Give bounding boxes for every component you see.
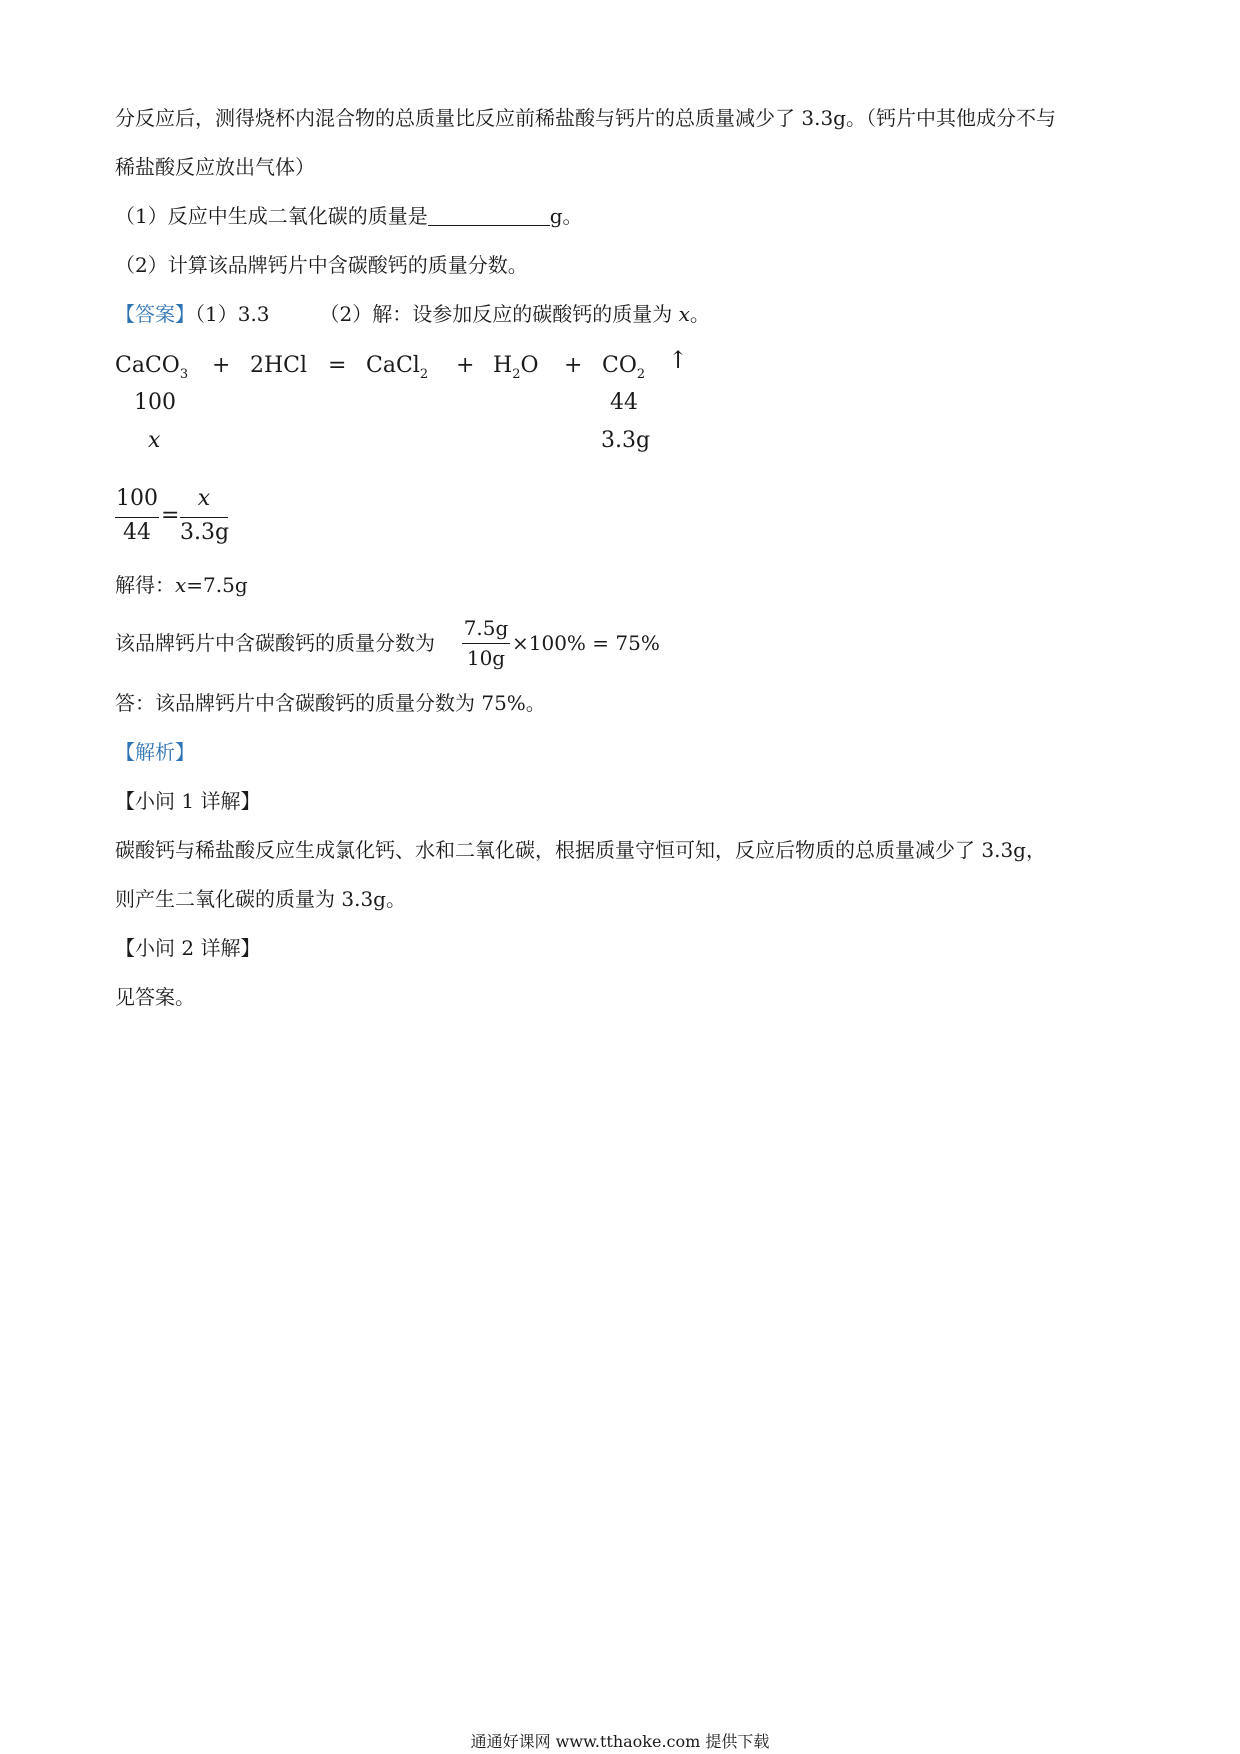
answer-line xyxy=(115,300,710,328)
question-1-text: （1）反应中生成二氧化碳的质量是 xyxy=(115,204,428,228)
fraction-denominator: 44 xyxy=(123,520,151,545)
fraction-numerator: x xyxy=(197,486,211,511)
conclusion: 答：该品牌钙片中含碳酸钙的质量分数为 75%。 xyxy=(115,691,546,715)
sub-question-1-title: 【小问 1 详解】 xyxy=(115,789,261,813)
molar-mass-co2: 44 xyxy=(610,390,638,415)
fraction-right xyxy=(180,486,228,548)
page-footer: 通通好课网 www.tthaoke.com 提供下载 xyxy=(470,1732,770,1751)
answer-variable: x xyxy=(678,302,690,326)
sub-question-2-text: 见答案。 xyxy=(115,985,195,1009)
formula-h2o: $H_2O$ xyxy=(493,353,539,382)
question-2: （2）计算该品牌钙片中含碳酸钙的质量分数。 xyxy=(115,253,528,277)
sub-question-1-line-2: 则产生二氧化碳的质量为 3.3g。 xyxy=(115,887,406,911)
equals-sign: = xyxy=(328,353,347,378)
fraction-numerator: 100 xyxy=(116,486,158,511)
molar-mass-caco3: 100 xyxy=(134,390,176,415)
fraction-numerator: 7.5g xyxy=(463,616,509,640)
plus-sign: + xyxy=(456,353,475,378)
fraction-denominator: 3.3g xyxy=(180,520,230,545)
answer-part-2: （2）解：设参加反应的碳酸钙的质量为 xyxy=(319,302,679,326)
fraction-bar xyxy=(462,643,510,644)
intro-line-2: 稀盐酸反应放出气体） xyxy=(115,155,315,179)
fraction-bar xyxy=(180,517,228,518)
question-1-unit: g。 xyxy=(549,204,583,228)
answer-label: 【答案】 xyxy=(115,302,195,326)
mass-fraction-text: 该品牌钙片中含碳酸钙的质量分数为 xyxy=(115,631,435,655)
plus-sign: + xyxy=(564,353,583,378)
answer-part-1: （1）3.3 xyxy=(195,302,270,326)
intro-line-1: 分反应后，测得烧杯内混合物的总质量比反应前稀盐酸与钙片的总质量减少了 3.3g。（钙片中其他成分不与 xyxy=(115,106,1056,130)
equals-sign: = xyxy=(161,503,180,528)
formula-hcl: 2HCl xyxy=(250,353,308,378)
formula-co2: $CO_2$ xyxy=(602,353,646,382)
mass-fraction xyxy=(462,616,510,672)
formula-caco3: CaCO$_3$ xyxy=(115,353,189,382)
question-1 xyxy=(115,202,583,230)
formula-cacl2: CaCl$_2$ xyxy=(366,353,429,382)
sub-question-2-title: 【小问 2 详解】 xyxy=(115,936,261,960)
answer-part-2-end: 。 xyxy=(689,302,710,326)
sub-question-1-line-1: 碳酸钙与稀盐酸反应生成氯化钙、水和二氧化碳，根据质量守恒可知，反应后物质的总质量减少了 3.3g， xyxy=(115,838,1046,862)
mass-fraction-result: ×100% = 75% xyxy=(512,631,660,655)
fraction-denominator: 10g xyxy=(466,646,506,670)
solve-label: 解得： xyxy=(115,573,175,597)
fraction-left xyxy=(115,486,159,548)
solve-line xyxy=(115,571,248,599)
gas-arrow-icon: ↑ xyxy=(668,346,689,374)
analysis-label: 【解析】 xyxy=(115,740,195,764)
fraction-bar xyxy=(115,517,159,518)
mass-co2-value: 3.3g xyxy=(601,428,651,453)
answer-blank xyxy=(428,205,550,226)
solve-variable: x xyxy=(175,573,187,597)
unknown-caco3: x xyxy=(148,428,161,453)
plus-sign: + xyxy=(212,353,231,378)
solve-value: =7.5g xyxy=(186,573,248,597)
